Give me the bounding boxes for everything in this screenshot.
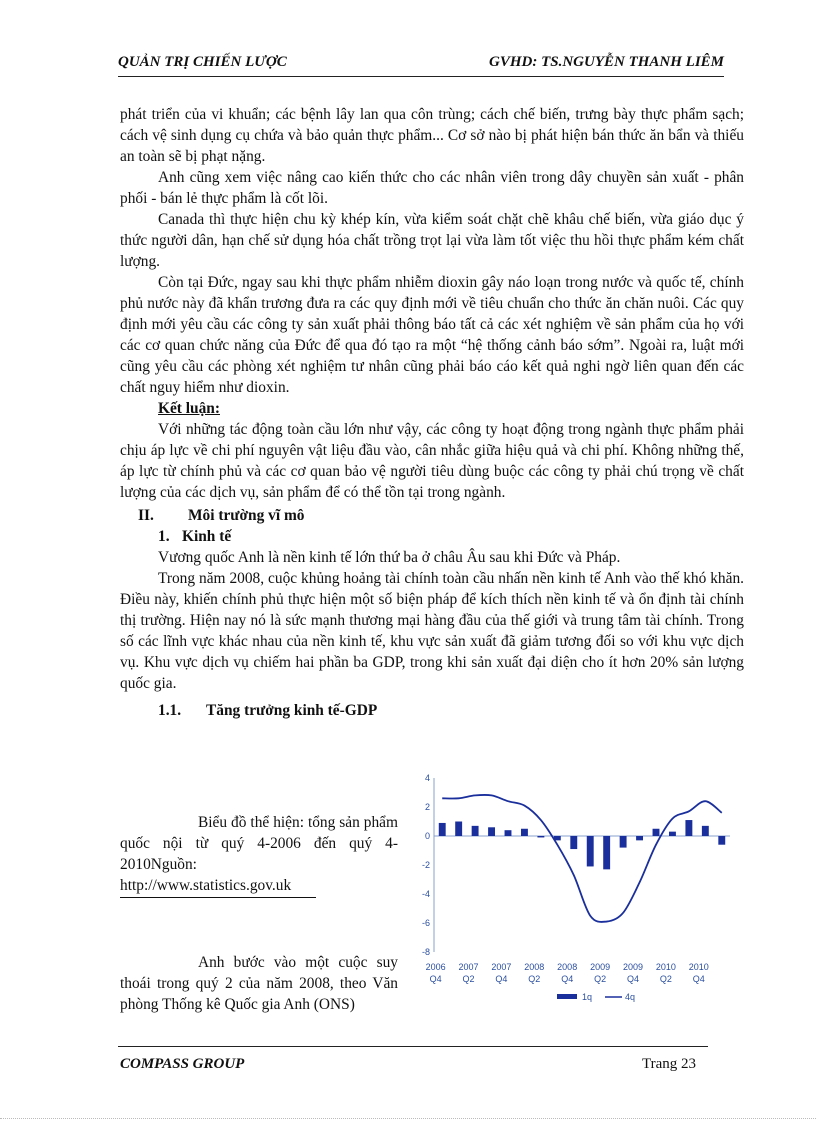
header-instructor: GVHD: TS.NGUYỄN THANH LIÊM <box>488 54 724 70</box>
y-axis <box>422 773 730 957</box>
x-tick-quarter: Q2 <box>594 974 607 984</box>
subsection-heading <box>120 526 744 547</box>
paragraph-7: Trong năm 2008, cuộc khủng hoảng tài chính toàn cầu nhấn nền kinh tế Anh vào thế khó khăn. Điều này, khiến chính phủ thực hiện một số biện pháp để kích thích nền kinh tế và ổn định tài chính thị trường. Hiện nay nó là sức mạnh thương mại hàng đầu của thế giới và trung tâm tài chính. Trong số các lĩnh vực khác nhau của nền kinh tế, khu vực sản xuất đã giảm tương đối so với khu vực dịch vụ. Khu vực dịch vụ chiếm hai phần ba GDP, trong khi sản xuất đại diện cho ít hơn 20% sản lượng quốc gia. <box>120 570 744 692</box>
header-course-title: QUẢN TRỊ CHIẾN LƯỢC <box>118 54 287 70</box>
x-tick-quarter: Q4 <box>692 974 705 984</box>
x-tick-year: 2007 <box>458 962 479 972</box>
y-tick-label: 4 <box>424 773 430 783</box>
subsection-title: Kinh tế <box>182 528 232 545</box>
bar <box>702 826 709 836</box>
subsection-1-1-number: 1.1. <box>158 702 182 719</box>
x-tick-quarter: Q2 <box>462 974 475 984</box>
source-url[interactable]: http://www.statistics.gov.uk <box>120 875 316 898</box>
line-series-4q <box>442 795 722 922</box>
legend-label-1q: 1q <box>582 992 593 1002</box>
x-tick-quarter: Q2 <box>528 974 541 984</box>
conclusion-heading: Kết luận: <box>158 400 220 417</box>
bar <box>620 836 627 848</box>
body-text <box>120 104 744 721</box>
bar <box>570 836 577 849</box>
bar <box>472 826 479 836</box>
x-tick-quarter: Q4 <box>495 974 508 984</box>
chart-legend <box>557 992 635 1002</box>
y-tick-label: -2 <box>421 860 430 870</box>
legend-label-4q: 4q <box>625 992 636 1002</box>
y-tick-label: 2 <box>424 802 430 812</box>
x-tick-year: 2006 <box>425 962 446 972</box>
footer-page-number: Trang 23 <box>641 1056 696 1072</box>
x-tick-quarter: Q2 <box>659 974 672 984</box>
paragraph-2: Anh cũng xem việc nâng cao kiến thức cho các nhân viên trong dây chuyền sản xuất - phân phối - bán lẻ thực phẩm là cốt lõi. <box>120 169 744 207</box>
bar <box>439 823 446 836</box>
x-tick-year: 2010 <box>688 962 709 972</box>
section-number: II. <box>138 507 154 524</box>
bar <box>718 836 725 845</box>
x-tick-quarter: Q4 <box>626 974 639 984</box>
paragraph-6: Vương quốc Anh là nền kinh tế lớn thứ ba ở châu Âu sau khi Đức và Pháp. <box>158 549 621 566</box>
paragraph-4: Còn tại Đức, ngay sau khi thực phẩm nhiễm dioxin gây náo loạn trong nước và quốc tế, chính phủ nước này đã khẩn trương đưa ra các quy định mới về tiêu chuẩn cho thức ăn chăn nuôi. Các quy định mới yêu cầu các công ty sản xuất phải thông báo tất cả các xét nghiệm về sản phẩm của họ với các cơ quan chức năng của Đức để qua đó tạo ra một “hệ thống cảnh báo sớm”. Ngoài ra, luật mới cũng yêu cầu các phòng xét nghiệm tư nhân cũng phải báo cáo kết quả nghi ngờ liên quan đến các chất nguy hiểm như dioxin. <box>120 274 744 396</box>
paragraph-3: Canada thì thực hiện chu kỳ khép kín, vừa kiểm soát chặt chẽ khâu chế biến, vừa giáo dục ý thức người dân, hạn chế sử dụng hóa chất trồng trọt lại vừa làm tốt việc thu hồi thực phẩm kém chất lượng. <box>120 211 744 270</box>
legend-swatch-1q <box>557 994 577 999</box>
chart-caption-text: Biểu đồ thể hiện: tổng sản phẩm quốc nội từ quý 4-2006 đến quý 4-2010Nguồn: <box>120 814 398 873</box>
subsection-heading-1-1 <box>120 700 744 721</box>
bar <box>505 830 512 836</box>
bar <box>636 836 643 840</box>
x-tick-year: 2010 <box>655 962 676 972</box>
y-tick-label: 0 <box>424 831 430 841</box>
section-heading <box>120 505 744 526</box>
page-bottom-border <box>0 1118 816 1119</box>
bar <box>537 836 544 837</box>
bar <box>669 832 676 836</box>
x-axis <box>426 962 709 984</box>
footer-group-name: COMPASS GROUP <box>120 1056 245 1072</box>
bar <box>603 836 610 869</box>
bar <box>521 829 528 836</box>
y-tick-label: -8 <box>421 947 430 957</box>
bar <box>587 836 594 866</box>
page-footer <box>118 1046 708 1077</box>
y-tick-label: -4 <box>421 889 430 899</box>
bar <box>488 827 495 836</box>
x-tick-year: 2009 <box>590 962 611 972</box>
x-tick-year: 2008 <box>557 962 578 972</box>
x-tick-year: 2009 <box>622 962 643 972</box>
bar <box>653 829 660 836</box>
x-tick-quarter: Q4 <box>561 974 574 984</box>
bar <box>455 822 462 837</box>
x-tick-quarter: Q4 <box>429 974 442 984</box>
paragraph-1: phát triển của vi khuẩn; các bệnh lây lan qua côn trùng; cách chế biến, trưng bày thực phẩm sạch; cách vệ sinh dụng cụ chứa và bảo quản thực phẩm... Cơ sở nào bị phát hiện bán thức ăn bẩn và thiếu an toàn sẽ bị phạt nặng. <box>120 106 744 165</box>
subsection-1-1-title: Tăng trưởng kinh tế-GDP <box>206 702 378 719</box>
x-tick-year: 2007 <box>491 962 512 972</box>
section-title: Môi trường vĩ mô <box>188 507 305 524</box>
gdp-chart <box>412 770 736 1020</box>
recession-paragraph-text: Anh bước vào một cuộc suy thoái trong quý 2 của năm 2008, theo Văn phòng Thống kê Quốc gia Anh (ONS) <box>120 954 398 1013</box>
recession-paragraph <box>120 952 398 1015</box>
paragraph-5: Với những tác động toàn cầu lớn như vậy, các công ty hoạt động trong ngành thực phẩm phải chịu áp lực về chi phí nguyên vật liệu đầu vào, cân nhắc giữa hiệu quả và chi phí. Không những thế, áp lực từ chính phủ và các cơ quan bảo vệ người tiêu dùng buộc các công ty phải chú trọng về chất lượng của các dịch vụ, sản phẩm để có thể tồn tại trong ngành. <box>120 421 744 501</box>
page-header <box>118 52 724 77</box>
y-tick-label: -6 <box>421 918 430 928</box>
x-tick-year: 2008 <box>524 962 545 972</box>
subsection-number: 1. <box>158 528 170 545</box>
bar-series-1q <box>439 820 725 869</box>
line-4q <box>442 795 722 922</box>
bar <box>685 820 692 836</box>
chart-caption <box>120 812 398 875</box>
